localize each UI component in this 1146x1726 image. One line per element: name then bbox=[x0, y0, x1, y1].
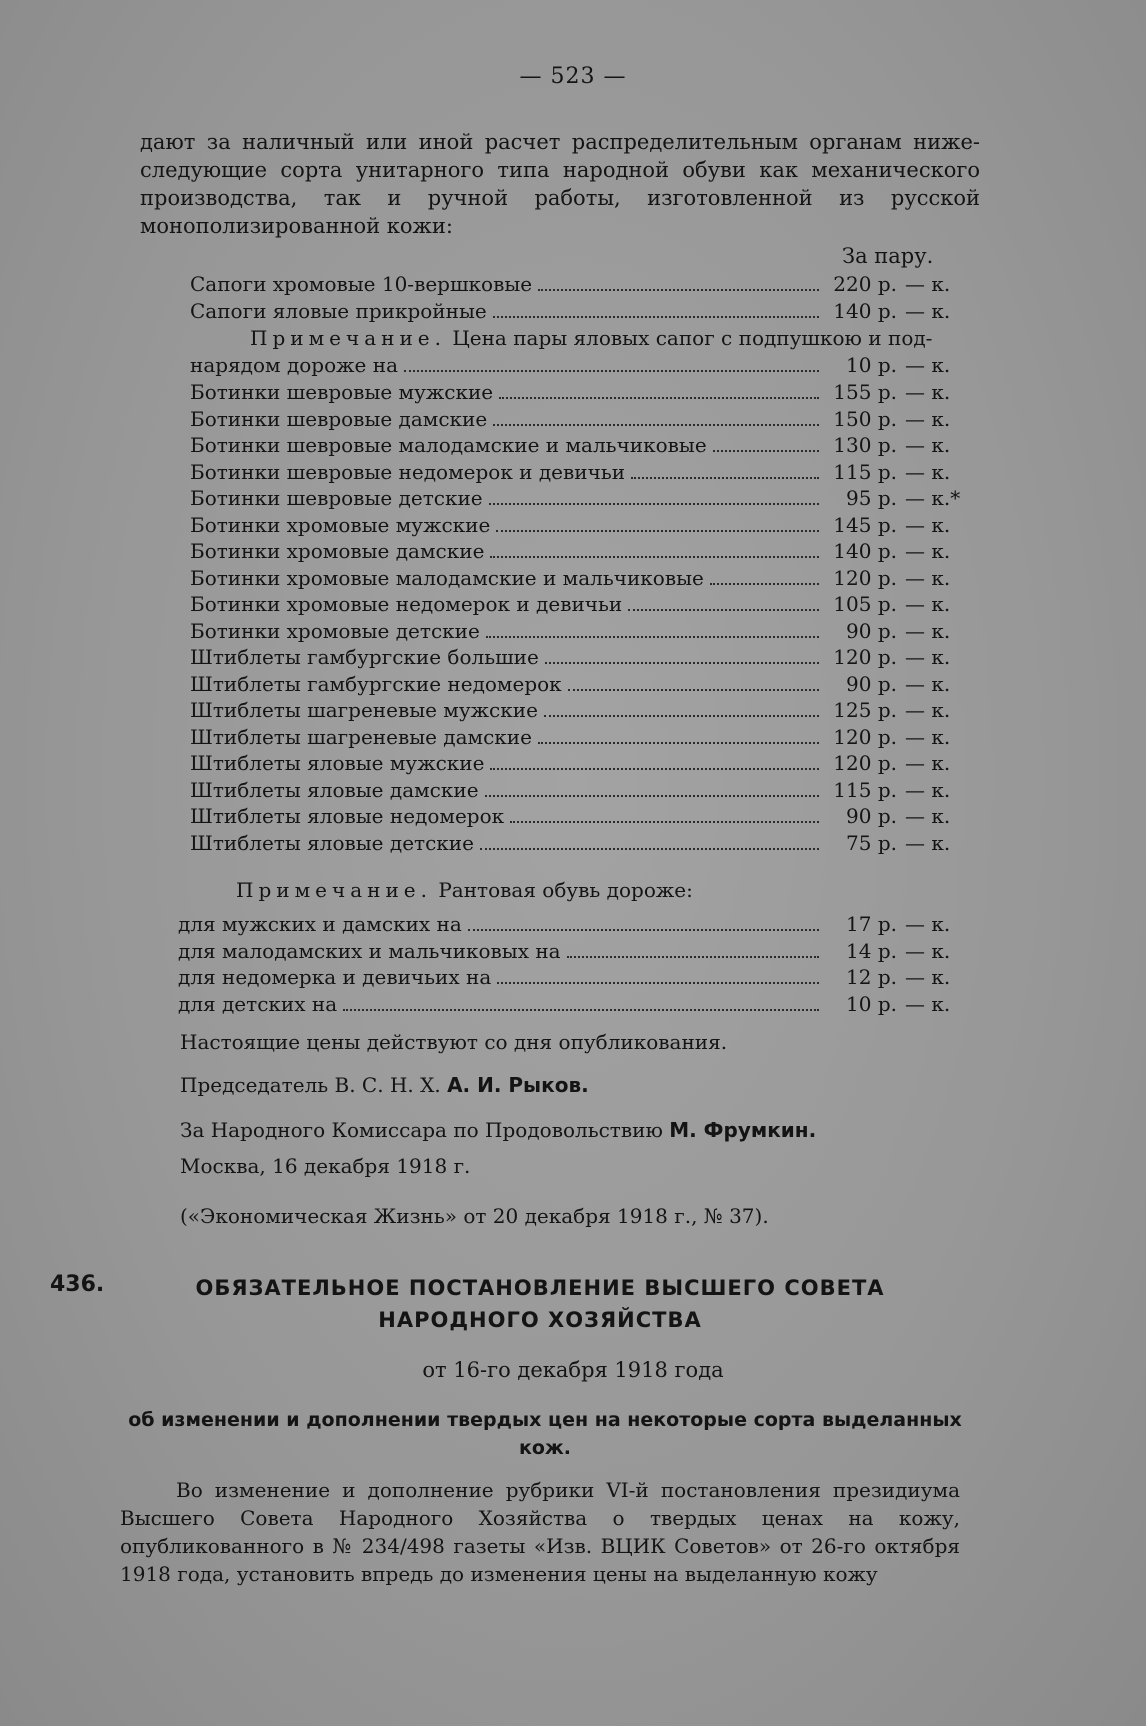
price bbox=[825, 513, 980, 537]
price-rub: 155 р. bbox=[833, 380, 897, 404]
price-rub: 130 р. bbox=[833, 433, 897, 457]
leader-dots bbox=[538, 289, 819, 291]
price-rub: 150 р. bbox=[833, 406, 897, 431]
price-rub: 120 р. bbox=[833, 645, 897, 669]
price bbox=[825, 486, 980, 510]
price-kop: — к. bbox=[905, 380, 951, 404]
price-kop: — к. bbox=[905, 565, 951, 590]
item-label: Штиблеты шагреневые мужские bbox=[190, 698, 538, 722]
date-place: Москва, 16 декабря 1918 г. bbox=[180, 1154, 471, 1178]
validity-statement: Настоящие цены действуют со дня опубликования. bbox=[180, 1030, 728, 1054]
intro-paragraph: дают за наличный или иной расчет распределительным органам ниже-следующие сорта унитарного типа народной обуви как механического производства, так и ручной работы, изготовленной из русской монополизированной кожи: bbox=[140, 130, 980, 238]
price-kop: — к. bbox=[905, 724, 951, 749]
resolution-title: ОБЯЗАТЕЛЬНОЕ ПОСТАНОВЛЕНИЕ ВЫСШЕГО СОВЕТА НАРОДНОГО ХОЗЯЙСТВА bbox=[195, 1276, 885, 1332]
price-rub: 105 р. bbox=[833, 592, 897, 616]
price-kop: — к. bbox=[905, 645, 951, 669]
price bbox=[825, 645, 980, 669]
leader-dots bbox=[480, 848, 819, 850]
commissar-name: М. Фрумкин. bbox=[669, 1118, 817, 1142]
price bbox=[825, 592, 980, 616]
item-label: Штиблеты яловые детские bbox=[190, 830, 474, 855]
source-citation: («Экономическая Жизнь» от 20 декабря 1918 г., № 37). bbox=[180, 1204, 769, 1228]
price bbox=[825, 698, 980, 722]
leader-dots bbox=[538, 742, 819, 744]
price-rub: 75 р. bbox=[846, 830, 897, 855]
price bbox=[825, 804, 980, 828]
price bbox=[825, 352, 980, 379]
chairman-name: А. И. Рыков. bbox=[447, 1073, 589, 1097]
item-label: Ботинки шевровые малодамские и мальчиковые bbox=[190, 433, 707, 457]
price-rub: 12 р. bbox=[846, 965, 897, 989]
document-number: 436. bbox=[50, 1272, 105, 1297]
price-rub: 90 р. bbox=[846, 671, 897, 696]
item-label: Ботинки хромовые малодамские и мальчиковые bbox=[190, 565, 704, 590]
price-rub: 120 р. bbox=[833, 565, 897, 590]
price-row bbox=[178, 939, 980, 966]
price-row bbox=[190, 672, 980, 699]
leader-dots bbox=[568, 689, 819, 691]
price-rub: 14 р. bbox=[846, 938, 897, 963]
price-row bbox=[190, 272, 980, 299]
price-row bbox=[190, 299, 980, 326]
note-welted bbox=[236, 878, 693, 902]
price-kop: — к.* bbox=[905, 486, 961, 510]
price-row bbox=[190, 725, 980, 752]
price-list-extra bbox=[178, 912, 980, 1018]
price-kop: — к. bbox=[905, 938, 951, 963]
item-label: Ботинки шевровые дамские bbox=[190, 406, 488, 431]
price bbox=[825, 272, 980, 296]
price bbox=[825, 299, 980, 323]
leader-dots bbox=[710, 583, 819, 585]
price-rub: 10 р. bbox=[846, 991, 897, 1016]
item-label: Ботинки хромовые недомерок и девичьи bbox=[190, 592, 623, 616]
note-line2-label: нарядом дороже на bbox=[190, 353, 398, 377]
leader-dots bbox=[468, 929, 819, 931]
price-row bbox=[190, 407, 980, 434]
price-kop: — к. bbox=[905, 406, 951, 431]
price-kop: — к. bbox=[905, 830, 951, 855]
price bbox=[825, 380, 980, 404]
price bbox=[825, 831, 980, 855]
leader-dots bbox=[496, 530, 819, 532]
item-label: Ботинки шевровые детские bbox=[190, 486, 483, 510]
price-kop: — к. bbox=[905, 965, 951, 989]
price-row bbox=[190, 698, 980, 725]
price-kop: — к. bbox=[905, 804, 951, 828]
leader-dots bbox=[544, 715, 819, 717]
price-list-b bbox=[190, 380, 980, 857]
item-label: Ботинки хромовые детские bbox=[190, 618, 480, 643]
price-kop: — к. bbox=[905, 751, 951, 775]
price-rub: 120 р. bbox=[833, 751, 897, 775]
item-label: Штиблеты яловые дамские bbox=[190, 777, 479, 802]
item-label: для малодамских и мальчиковых на bbox=[178, 938, 561, 963]
price-kop: — к. bbox=[905, 777, 951, 802]
price-row bbox=[190, 804, 980, 831]
price-kop: — к. bbox=[905, 991, 951, 1016]
price-row bbox=[190, 831, 980, 858]
price bbox=[825, 433, 980, 457]
leader-dots bbox=[499, 397, 819, 399]
item-label: Сапоги яловые прикройные bbox=[190, 298, 487, 323]
price-rub: 95 р. bbox=[846, 486, 897, 510]
leader-dots bbox=[631, 477, 819, 479]
item-label: Штиблеты гамбургские большие bbox=[190, 645, 539, 669]
item-label: Штиблеты шагреневые дамские bbox=[190, 724, 532, 749]
price-row bbox=[190, 566, 980, 593]
price-row bbox=[178, 992, 980, 1019]
price-kop: — к. bbox=[905, 592, 951, 616]
price-row bbox=[190, 778, 980, 805]
price-rub: 220 р. bbox=[833, 272, 897, 296]
note1-line2 bbox=[190, 352, 980, 379]
price bbox=[825, 965, 980, 989]
price-rub: 90 р. bbox=[846, 618, 897, 643]
item-label: Сапоги хромовые 10-вершковые bbox=[190, 272, 533, 296]
leader-dots bbox=[493, 424, 819, 426]
leader-dots bbox=[545, 662, 819, 664]
price-kop: — к. bbox=[905, 353, 951, 377]
price-kop: — к. bbox=[905, 912, 951, 936]
price-rub: 115 р. bbox=[833, 459, 897, 484]
chairman-signature bbox=[180, 1073, 589, 1097]
leader-dots bbox=[343, 1009, 819, 1011]
leader-dots bbox=[490, 556, 819, 558]
price bbox=[825, 725, 980, 749]
price-row bbox=[178, 912, 980, 939]
note-text: Рантовая обувь дороже: bbox=[431, 878, 693, 902]
price-kop: — к. bbox=[905, 298, 951, 323]
price bbox=[825, 407, 980, 431]
note-label: Примечание. bbox=[236, 878, 432, 902]
leader-dots bbox=[489, 503, 819, 505]
price-row bbox=[190, 539, 980, 566]
item-label: для мужских и дамских на bbox=[178, 912, 462, 936]
leader-dots bbox=[486, 636, 819, 638]
note-text: Цена пары яловых сапог с подпушкою и под- bbox=[445, 326, 933, 350]
item-label: Ботинки хромовые мужские bbox=[190, 512, 491, 537]
leader-dots bbox=[493, 316, 819, 318]
price bbox=[825, 992, 980, 1016]
price-row bbox=[190, 751, 980, 778]
price bbox=[825, 939, 980, 963]
price-rub: 145 р. bbox=[833, 512, 897, 537]
price-kop: — к. bbox=[905, 671, 951, 696]
price bbox=[825, 566, 980, 590]
price-list-a bbox=[190, 272, 980, 325]
price-rub: 125 р. bbox=[833, 698, 897, 722]
page-number: — 523 — bbox=[519, 64, 627, 89]
price-rub: 90 р. bbox=[846, 804, 897, 828]
item-label: для недомерка и девичьих на bbox=[178, 965, 492, 989]
price bbox=[825, 751, 980, 775]
leader-dots bbox=[567, 956, 819, 958]
price-row bbox=[190, 592, 980, 619]
leader-dots bbox=[713, 450, 819, 452]
price-row bbox=[190, 513, 980, 540]
price bbox=[825, 619, 980, 643]
leader-dots bbox=[497, 982, 819, 984]
price bbox=[825, 460, 980, 484]
price-kop: — к. bbox=[905, 618, 951, 643]
price bbox=[825, 672, 980, 696]
price-rub: 140 р. bbox=[833, 298, 897, 323]
price-row bbox=[190, 645, 980, 672]
leader-dots bbox=[485, 795, 819, 797]
price-kop: — к. bbox=[905, 272, 951, 296]
item-label: Ботинки хромовые дамские bbox=[190, 539, 485, 563]
price-rub: 17 р. bbox=[846, 912, 897, 936]
price-rub: 115 р. bbox=[833, 777, 897, 802]
item-label: Штиблеты яловые недомерок bbox=[190, 804, 505, 828]
price-row bbox=[190, 433, 980, 460]
leader-dots bbox=[510, 821, 819, 823]
leader-dots bbox=[628, 609, 819, 611]
note-label: Примечание. bbox=[250, 326, 446, 350]
price bbox=[825, 539, 980, 563]
price bbox=[825, 912, 980, 936]
price-kop: — к. bbox=[905, 539, 951, 563]
resolution-date: от 16-го декабря 1918 года bbox=[422, 1358, 724, 1382]
item-label: Штиблеты гамбургские недомерок bbox=[190, 671, 562, 696]
item-label: Ботинки шевровые недомерок и девичьи bbox=[190, 459, 626, 484]
price-kop: — к. bbox=[905, 512, 951, 537]
price-rub: 120 р. bbox=[833, 724, 897, 749]
price-kop: — к. bbox=[905, 433, 951, 457]
item-label: для детских на bbox=[178, 991, 338, 1016]
price-row bbox=[190, 486, 980, 513]
leader-dots bbox=[404, 370, 819, 372]
price-row bbox=[178, 965, 980, 992]
price-kop: — к. bbox=[905, 698, 951, 722]
leader-dots bbox=[490, 768, 819, 770]
price-row bbox=[190, 460, 980, 487]
price bbox=[825, 778, 980, 802]
commissar-signature bbox=[180, 1118, 816, 1142]
per-pair-header: За пару. bbox=[842, 244, 934, 268]
price-row bbox=[190, 619, 980, 646]
item-label: Ботинки шевровые мужские bbox=[190, 380, 494, 404]
item-label: Штиблеты яловые мужские bbox=[190, 751, 485, 775]
price-rub: 140 р. bbox=[833, 539, 897, 563]
price-row bbox=[190, 380, 980, 407]
resolution-subtitle: об изменении и дополнении твердых цен на некоторые сорта выделанных кож. bbox=[128, 1409, 962, 1459]
note-heel-price bbox=[190, 325, 980, 379]
resolution-body: Во изменение и дополнение рубрики VI-й постановления президиума Высшего Совета Народного Хозяйства о твердых ценах на кожу, опубликованного в № 234/498 газеты «Изв. ВЦИК Советов» от 26-го октября 1918 года, установить впредь до изменения цены на выделанную кожу bbox=[120, 1478, 960, 1586]
price-rub: 10 р. bbox=[846, 353, 897, 377]
chairman-prefix: Председатель В. С. Н. Х. bbox=[180, 1073, 448, 1097]
price-kop: — к. bbox=[905, 459, 951, 484]
note1-line1 bbox=[190, 325, 980, 352]
commissar-prefix: За Народного Комиссара по Продовольствию bbox=[180, 1118, 670, 1142]
